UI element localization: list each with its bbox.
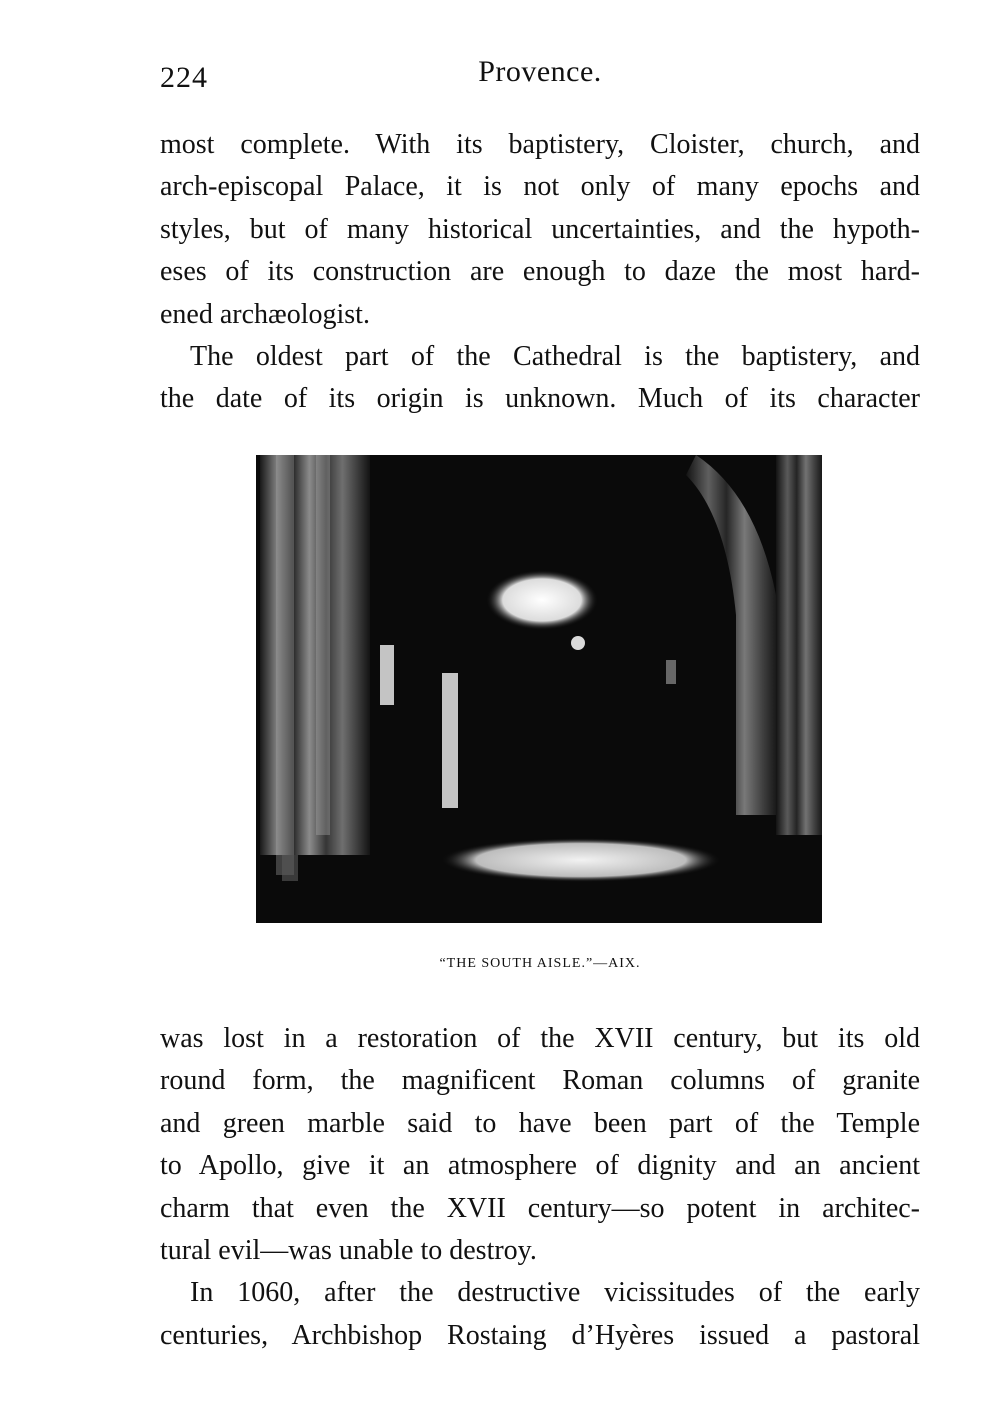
body-text-top (160, 124, 920, 421)
page-number: 224 (160, 61, 208, 94)
page-header (160, 55, 920, 95)
text-line: and green marble said to have been part of the Temple (160, 1107, 920, 1139)
photograph-south-aisle (256, 455, 822, 923)
text-line: was lost in a restoration of the XVII century, but its old (160, 1023, 920, 1054)
text-line: round form, the magnificent Roman columns of granite (160, 1065, 920, 1097)
text-line: the date of its origin is unknown. Much of its character (160, 383, 920, 415)
text-line: charm that even the XVII century—so potent in architec- (160, 1192, 920, 1224)
text-line: styles, but of many historical uncertainties, and the hypoth- (160, 213, 920, 245)
body-text-bottom (160, 1018, 920, 1357)
plate-caption: “THE SOUTH AISLE.”—AIX. (439, 956, 641, 971)
text-line: In 1060, after the destructive vicissitudes of the early (190, 1277, 920, 1309)
text-line: centuries, Archbishop Rostaing d’Hyères issued a pastoral (160, 1319, 920, 1351)
text-line: The oldest part of the Cathedral is the baptistery, and (190, 341, 920, 373)
text-line: arch-episcopal Palace, it is not only of many epochs and (160, 171, 920, 203)
text-line: to Apollo, give it an atmosphere of dignity and an ancient (160, 1150, 920, 1182)
text-line: eses of its construction are enough to daze the most hard- (160, 256, 920, 288)
text-line: most complete. With its baptistery, Cloister, church, and (160, 129, 920, 160)
text-line: tural evil—was unable to destroy. (160, 1235, 537, 1267)
running-head: Provence. (478, 55, 602, 88)
text-line: ened archæologist. (160, 298, 370, 330)
